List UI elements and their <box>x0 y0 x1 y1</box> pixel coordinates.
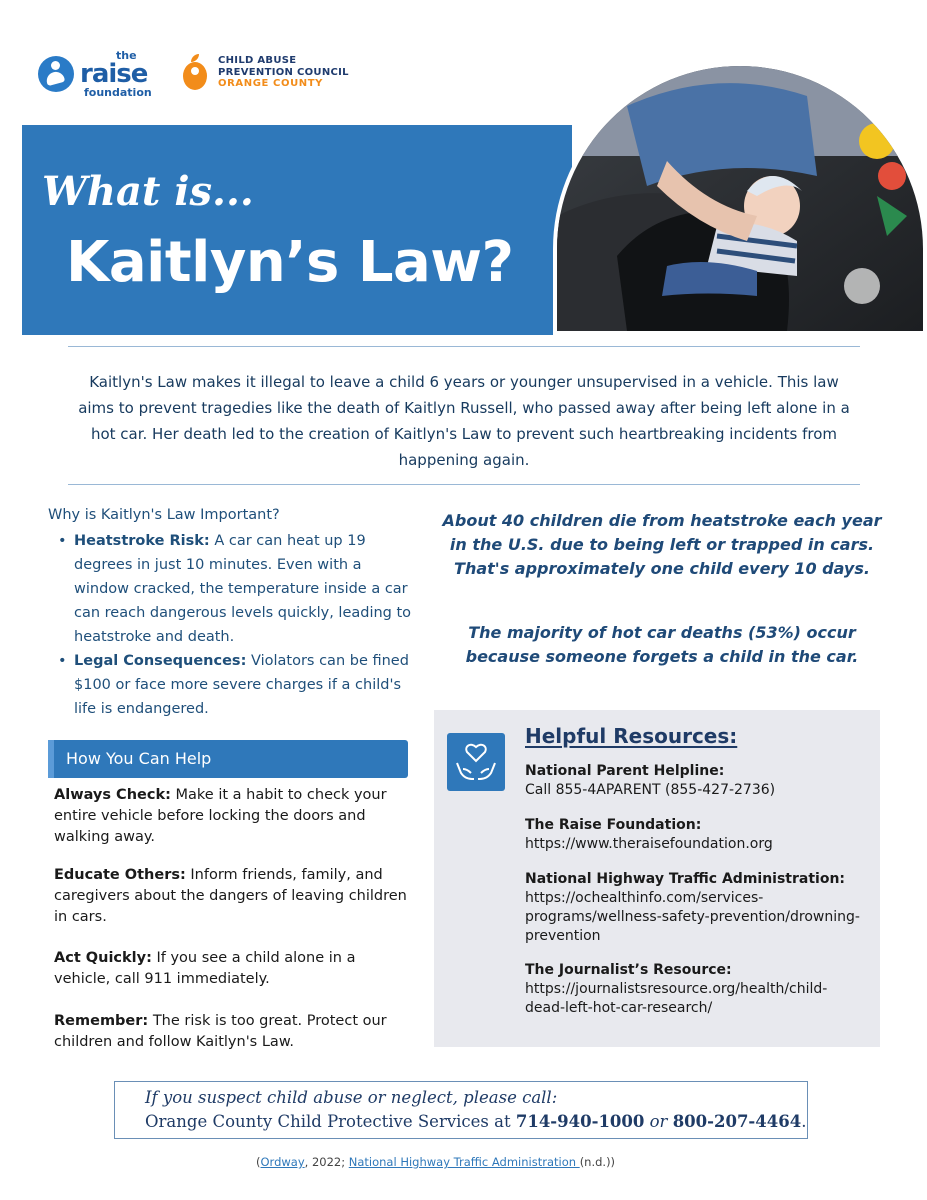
page-title: Kaitlyn’s Law? <box>66 230 514 295</box>
help-item <box>54 785 410 848</box>
resource-entry <box>525 816 865 854</box>
citation-mid: , 2022; <box>304 1155 349 1169</box>
resource-link[interactable]: https://www.theraisefoundation.org <box>525 836 773 852</box>
divider-top <box>68 346 860 347</box>
citation-close: (n.d.)) <box>579 1155 616 1169</box>
resource-name: The Raise Foundation: <box>525 817 702 833</box>
help-item-label: Remember: <box>54 1013 149 1029</box>
raise-logo-the: the <box>116 49 137 62</box>
resource-name: National Parent Helpline: <box>525 763 725 779</box>
raise-logo-foundation: foundation <box>84 86 152 99</box>
why-important-list <box>52 529 412 721</box>
header-photo <box>553 62 927 335</box>
help-item-text: Inform friends, family, and caregivers about the dangers of leaving children in cars. <box>54 867 407 925</box>
bullet-icon: • <box>58 653 67 669</box>
raise-logo-text <box>80 50 152 98</box>
help-item-label: Educate Others: <box>54 867 186 883</box>
raise-logo-icon <box>38 56 74 92</box>
callout-line-1: If you suspect child abuse or neglect, please call: <box>145 1088 558 1107</box>
capc-line-3: ORANGE COUNTY <box>218 78 324 89</box>
help-item-text: Make it a habit to check your entire vehicle before locking the doors and walking away. <box>54 787 387 845</box>
why-item-text: A car can heat up 19 degrees in just 10 minutes. Even with a window cracked, the temperature inside a car can reach dangerous levels quickly, leading to heatstroke and death. <box>74 533 412 645</box>
resource-entry <box>525 762 865 800</box>
phone-number-1[interactable]: 714-940-1000 <box>515 1112 645 1131</box>
citation-link-ordway[interactable]: Ordway <box>260 1155 305 1169</box>
callout-prefix: Orange County Child Protective Services at <box>145 1112 516 1131</box>
stat-forgotten-child: The majority of hot car deaths (53%) occur because someone forgets a child in the car. <box>465 623 859 666</box>
bullet-icon: • <box>58 533 67 549</box>
resource-entry <box>525 870 865 946</box>
resource-link[interactable]: https://ochealthinfo.com/services-programs/wellness-safety-prevention/drowning-prevention <box>525 890 860 944</box>
citation-open: ( <box>256 1155 261 1169</box>
raise-foundation-logo <box>38 48 153 98</box>
list-item <box>52 529 412 649</box>
help-item-label: Always Check: <box>54 787 171 803</box>
list-item <box>52 649 412 721</box>
why-item-text: Violators can be fined $100 or face more severe charges if a child's life is endangered. <box>74 653 409 717</box>
resources-heading: Helpful Resources: <box>525 724 738 748</box>
car-seat-photo-illustration <box>557 66 923 331</box>
report-abuse-callout <box>114 1081 808 1139</box>
intro-paragraph: Kaitlyn's Law makes it illegal to leave a child 6 years or younger unsupervised in a vehicle. This law aims to prevent tragedies like the death of Kaitlyn Russell, who passed away after being left alone in a hot car. Her death led to the creation of Kaitlyn's Law to prevent such heartbreaking incidents from happening again. <box>78 373 850 469</box>
why-item-label: Legal Consequences: <box>74 653 247 669</box>
resource-detail: Call 855-4APARENT (855-427-2736) <box>525 782 776 798</box>
why-item-label: Heatstroke Risk: <box>74 533 210 549</box>
help-item <box>54 948 410 990</box>
help-item <box>54 1011 410 1053</box>
resource-name: National Highway Traffic Administration: <box>525 871 846 887</box>
raise-logo-name: raise <box>80 59 148 89</box>
divider-bottom <box>68 484 860 485</box>
callout-line-2 <box>145 1112 806 1131</box>
how-you-can-help-heading <box>48 740 408 778</box>
help-item <box>54 865 410 928</box>
citation <box>256 1155 615 1169</box>
capc-line-2: PREVENTION COUNCIL <box>218 66 349 78</box>
capc-line-1: CHILD ABUSE <box>218 55 297 66</box>
hands-heart-icon <box>447 733 505 791</box>
help-item-text: The risk is too great. Protect our children and follow Kaitlyn's Law. <box>54 1013 387 1050</box>
callout-suffix: . <box>801 1112 807 1131</box>
citation-link-nhta[interactable]: National Highway Traffic Administration <box>348 1155 580 1169</box>
resource-name: The Journalist’s Resource: <box>525 962 732 978</box>
capc-logo-icon <box>181 54 209 92</box>
title-pre: What is... <box>42 168 254 215</box>
capc-logo-text <box>218 55 349 90</box>
capc-logo <box>181 48 351 92</box>
help-item-label: Act Quickly: <box>54 950 152 966</box>
resource-link[interactable]: https://journalistsresource.org/health/child-dead-left-hot-car-research/ <box>525 981 828 1016</box>
why-important-heading: Why is Kaitlyn's Law Important? <box>48 507 280 523</box>
stat-heatstroke-deaths: About 40 children die from heatstroke each year in the U.S. due to being left or trapped in cars. That's approximately one child every 10 days. <box>442 511 882 578</box>
help-heading-text: How You Can Help <box>66 749 212 768</box>
callout-or: or <box>644 1112 673 1131</box>
phone-number-2[interactable]: 800-207-4464 <box>672 1112 802 1131</box>
help-item-text: If you see a child alone in a vehicle, call 911 immediately. <box>54 950 356 987</box>
resource-entry <box>525 961 865 1018</box>
